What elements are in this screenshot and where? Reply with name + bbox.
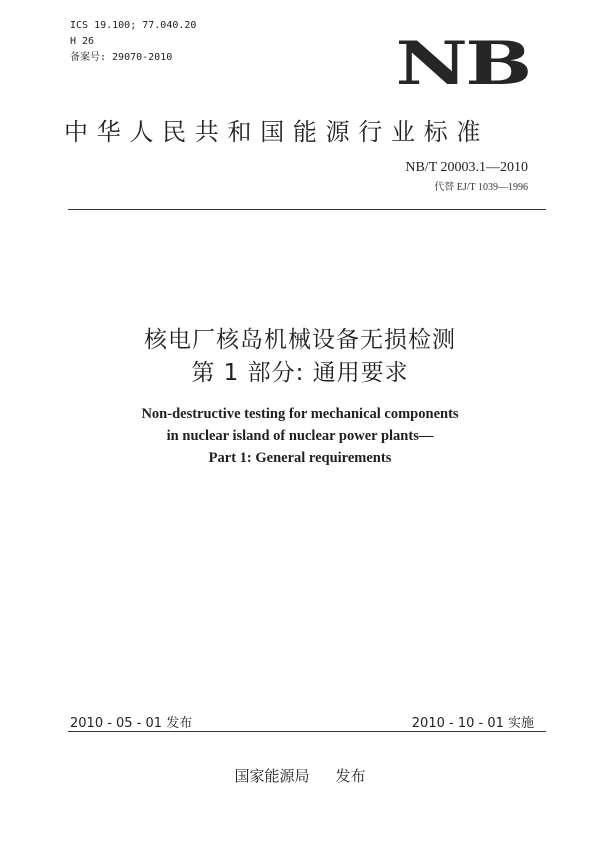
chinese-title-line-2: 第 1 部分: 通用要求: [191, 360, 409, 386]
footer-divider: [68, 731, 546, 732]
ics-code: ICS 19.100; 77.040.20: [70, 20, 197, 31]
ccs-code: H 26: [70, 36, 95, 47]
chinese-title-line-1: 核电厂核岛机械设备无损检测: [144, 327, 456, 353]
classification-block: [70, 18, 196, 66]
publisher-line: [0, 765, 600, 786]
implementation-date: 2010 - 10 - 01 实施: [411, 716, 534, 731]
issue-date: 2010 - 05 - 01 发布: [70, 716, 193, 731]
standard-number: NB/T 20003.1—2010: [405, 160, 528, 175]
replaces-standard: 代替 EJ/T 1039—1996: [434, 182, 528, 193]
organization-title: 中华人民共和国能源行业标准: [64, 118, 490, 146]
header-divider: [68, 209, 546, 210]
english-title-line-3: Part 1: General requirements: [208, 450, 392, 466]
english-title-line-1: Non-destructive testing for mechanical components: [141, 406, 459, 422]
publisher-action: 发布: [335, 767, 366, 785]
nb-logo: NB: [395, 29, 530, 99]
record-number: 备案号: 29070-2010: [70, 52, 173, 63]
english-title-line-2: in nuclear island of nuclear power plants—: [166, 428, 434, 444]
publisher-name: 国家能源局: [234, 767, 310, 785]
